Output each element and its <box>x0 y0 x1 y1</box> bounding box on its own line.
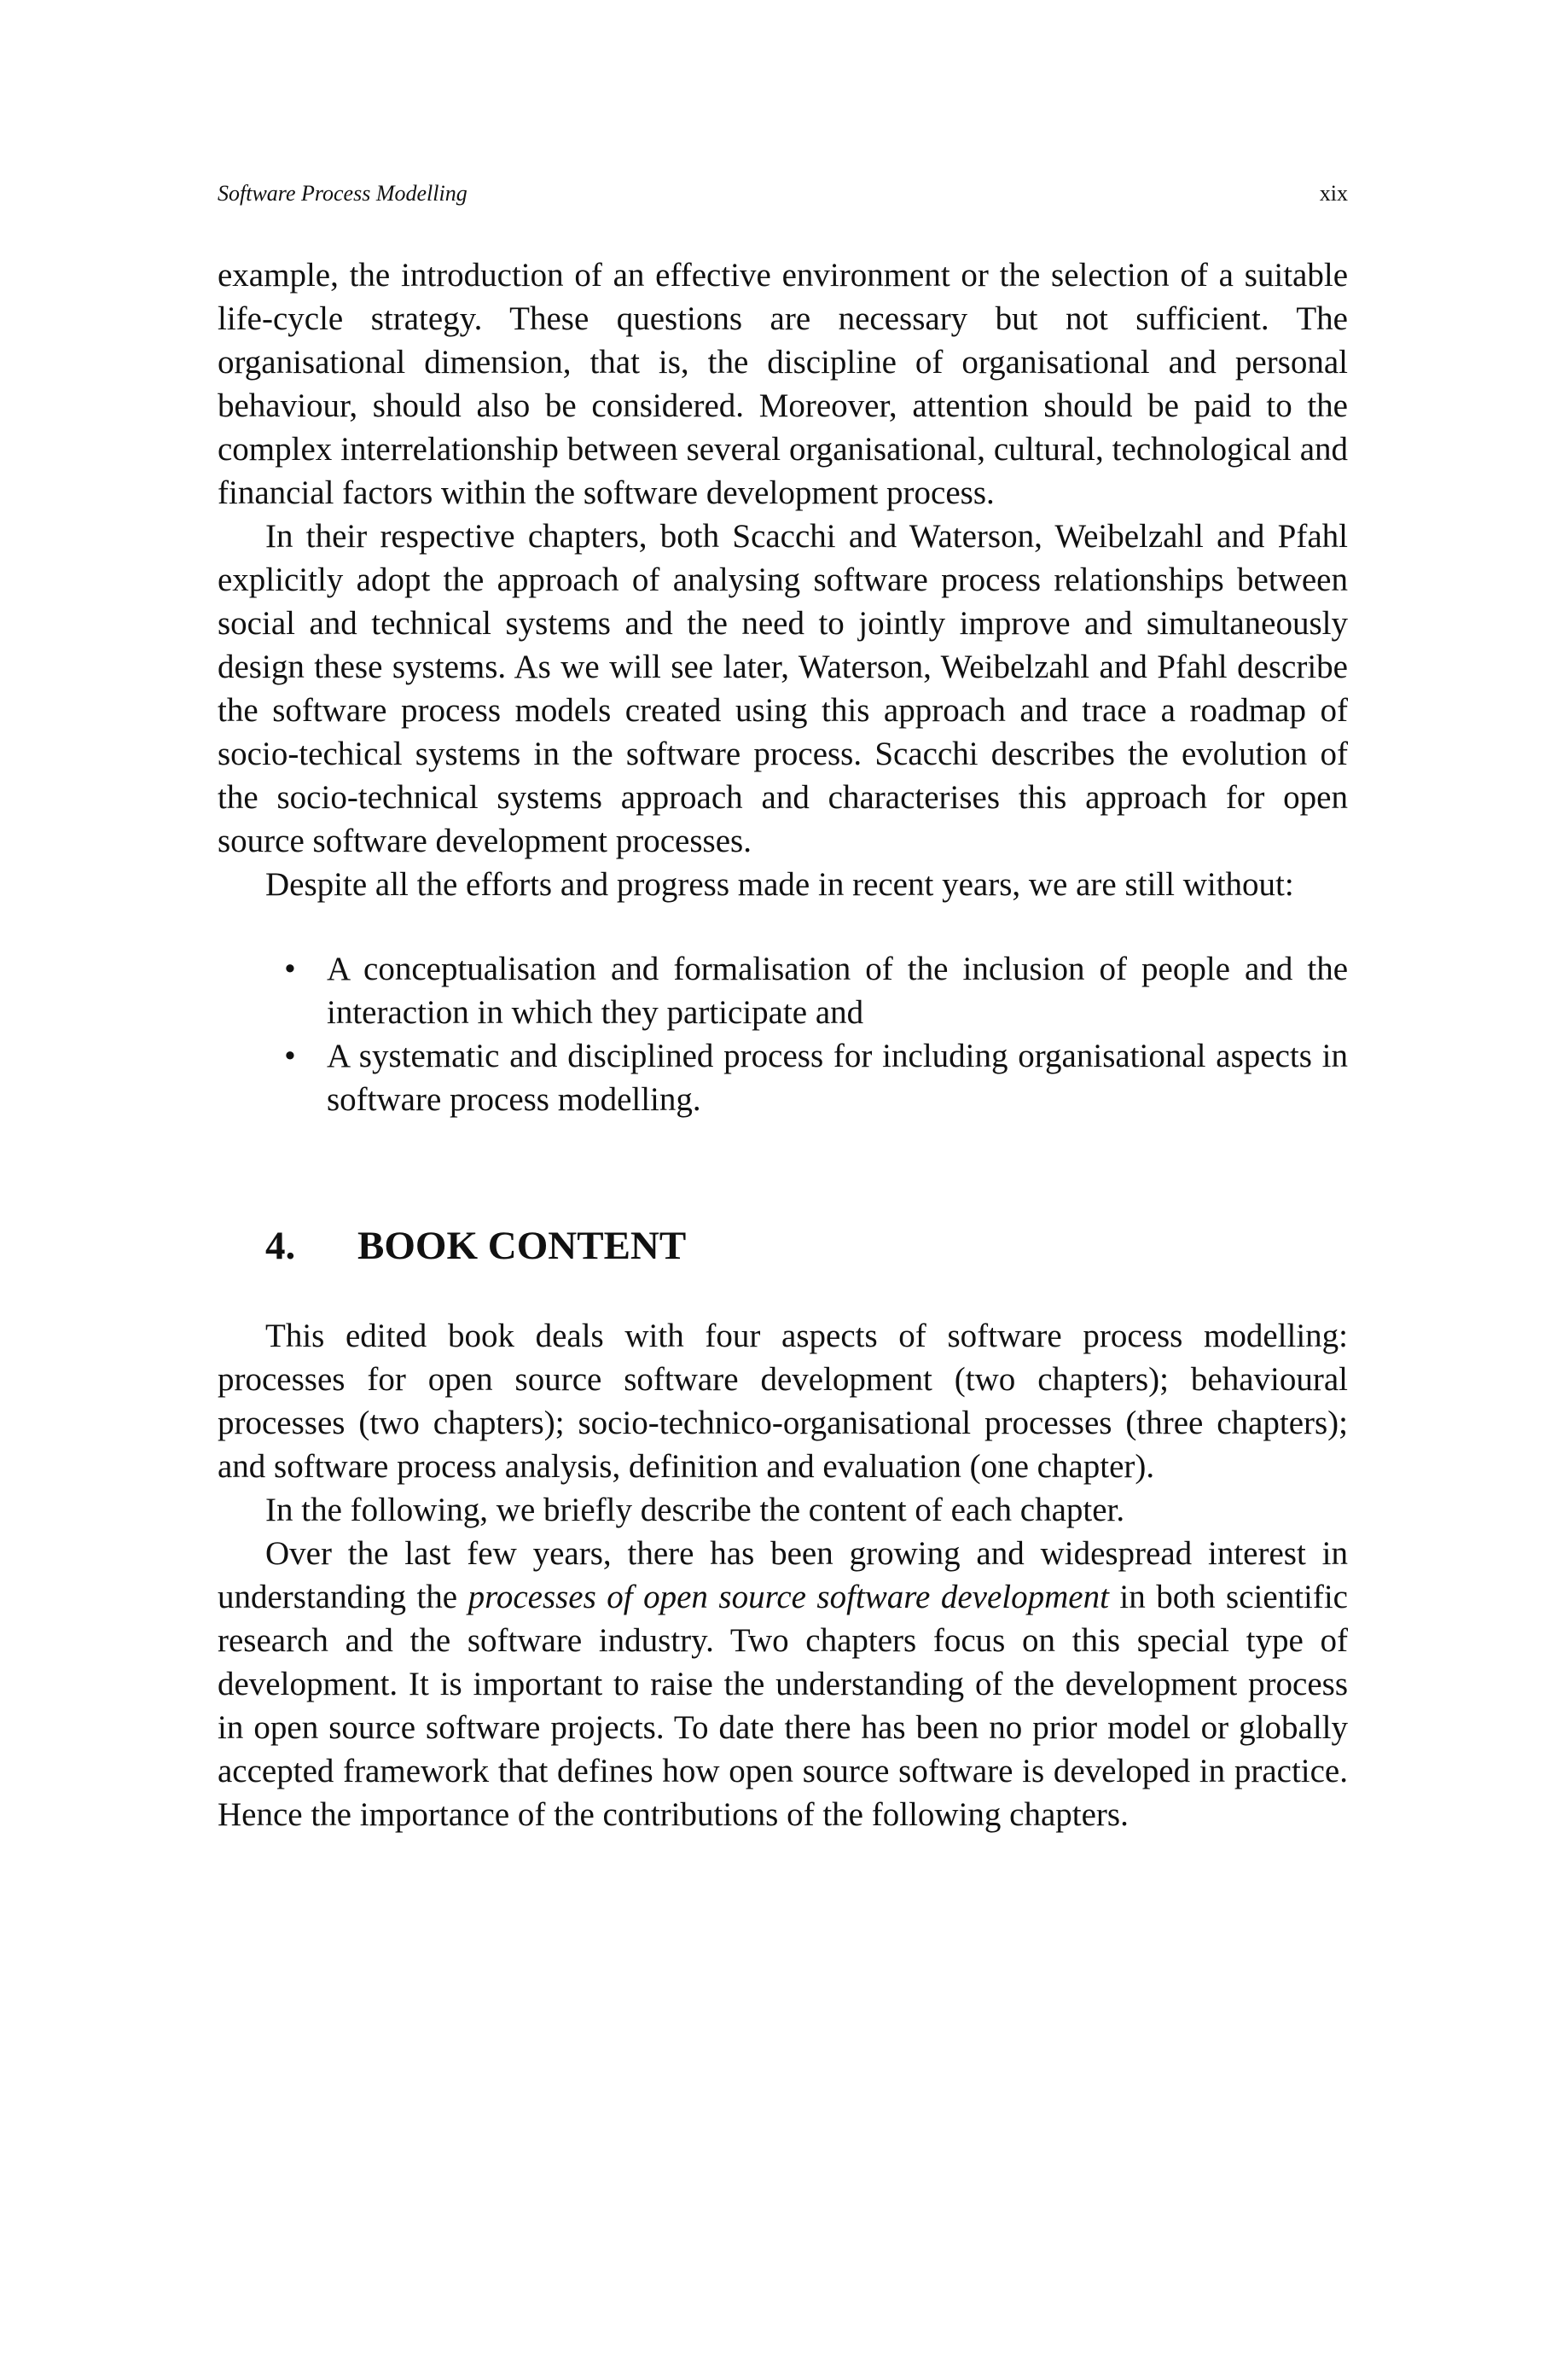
bullet-icon: • <box>284 1038 296 1074</box>
paragraph <box>218 1532 1348 1836</box>
list-item <box>218 1034 1348 1121</box>
list-item-text: A conceptualisation and formalisation of the inclusion of people and the interaction in which they participate and <box>327 951 1348 1031</box>
bullet-icon: • <box>284 951 296 987</box>
running-head <box>218 181 1348 215</box>
paragraph: In their respective chapters, both Scacchi and Waterson, Weibelzahl and Pfahl explicitly adopt the approach of analysing software process relationships between social and technical systems and the need to jointly improve and simultaneously design these systems. As we will see later, Waterson, Weibelzahl and Pfahl describe the software process models created using this approach and trace a roadmap of socio-techical systems in the software process. Scacchi describes the evolution of the socio-technical systems approach and characterises this approach for open source software development processes. <box>218 518 1348 859</box>
paragraph: Despite all the efforts and progress made in recent years, we are still without: <box>265 866 1294 903</box>
section-heading <box>218 1220 1348 1271</box>
emphasis-text: processes of open source software development <box>467 1579 1109 1615</box>
paragraph: This edited book deals with four aspects of software process modelling: processes for open source software development (two chapters); behavioural processes (two chapters); socio-technico-organisational processes (three chapters); and software process analysis, definition and evaluation (one chapter). <box>218 1318 1348 1485</box>
list-item-text: A systematic and disciplined process for including organisational aspects in software process modelling. <box>327 1038 1348 1118</box>
section-number: 4. <box>265 1224 296 1268</box>
page-number: xix <box>1319 181 1348 206</box>
paragraph-text: in both scientific research and the software industry. Two chapters focus on this special type of development. It is important to raise the understanding of the development process in open source software projects. To date there has been no prior model or globally accepted framework that defines how open source software is developed in practice. Hence the importance of the contributions of the following chapters. <box>218 1579 1348 1833</box>
bullet-list <box>218 947 1348 1121</box>
list-item <box>218 947 1348 1034</box>
paragraph: In the following, we briefly describe the content of each chapter. <box>265 1492 1125 1528</box>
body-text <box>218 253 1348 1836</box>
paragraph-text: Over the last few years, there has been growing and widespread interest in understanding the <box>218 1535 1348 1615</box>
running-title: Software Process Modelling <box>218 181 467 206</box>
section-title: BOOK CONTENT <box>357 1224 687 1268</box>
paragraph: example, the introduction of an effective environment or the selection of a suitable life-cycle strategy. These questions are necessary but not sufficient. The organisational dimension, that is, the discipline of organisational and personal behaviour, should also be considered. Moreover, attention should be paid to the complex interrelationship between several organisational, cultural, technological and financial factors within the software development process. <box>218 257 1348 511</box>
